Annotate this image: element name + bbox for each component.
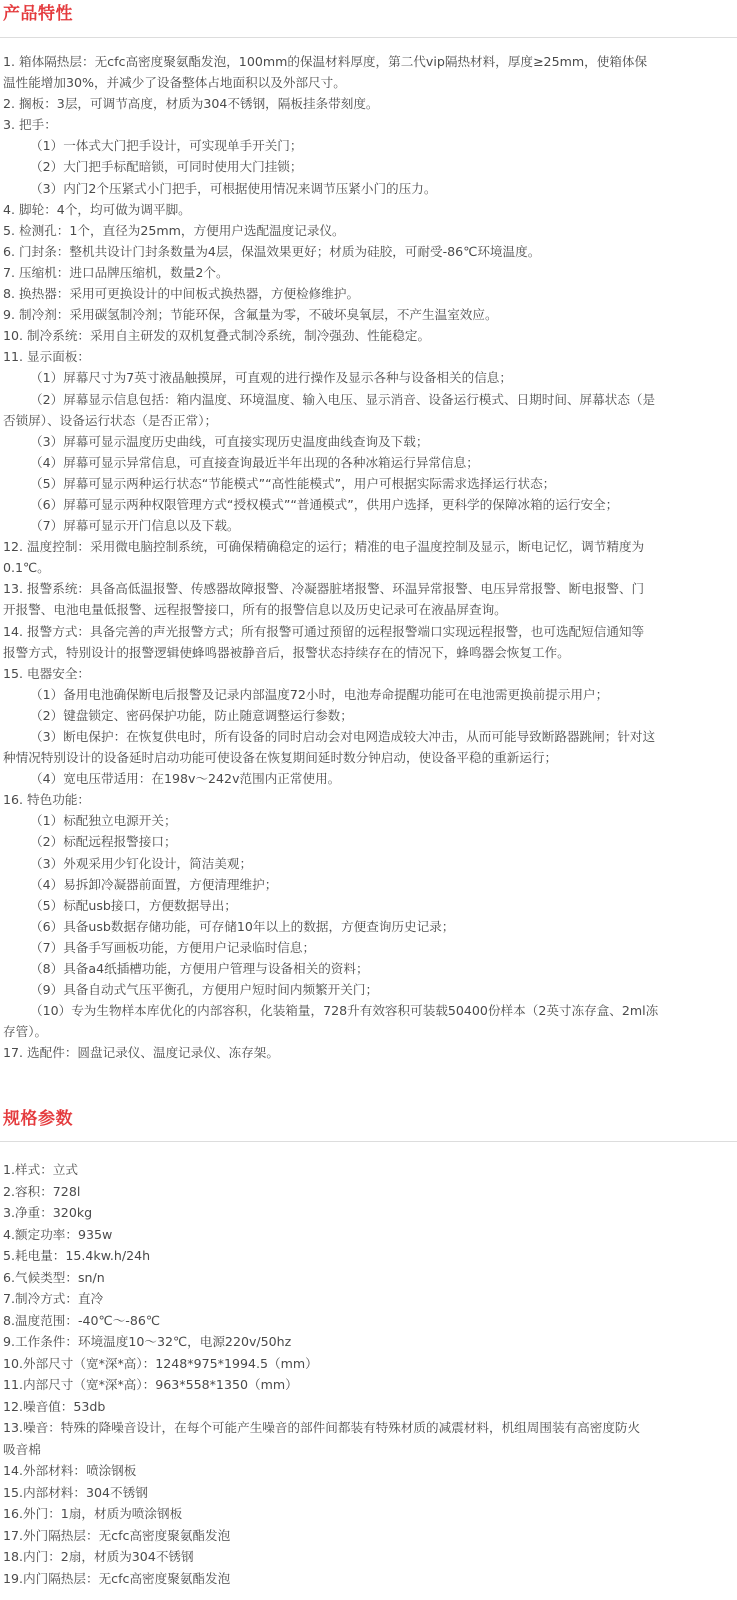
feature-line: （3）内门2个压紧式小门把手，可根据使用情况来调节压紧小门的压力。 [30,180,437,196]
feature-line: （10）专为生物样本库优化的内部容积，化装箱量，728升有效容积可装载50400份样本（2英寸冻存盒、2ml冻 [30,1003,659,1019]
spec-line: 7.制冷方式：直冷 [3,1291,104,1306]
feature-line: （3）外观采用少钉化设计，简洁美观； [30,855,253,871]
feature-line: 存管）。 [3,1024,48,1040]
feature-line: （3）断电保护：在恢复供电时，所有设备的同时启动会对电网造成较大冲击，从而可能导致断路器跳闸；针对这 [30,729,656,744]
spec-line: 吸音棉 [3,1441,41,1457]
feature-line: 5. 检测孔：1个，直径为25mm，方便用户选配温度记录仪。 [3,222,345,238]
specs-list [3,1159,733,1589]
spec-line: 15.内部材料：304不锈钢 [3,1484,148,1500]
spec-line: 10.外部尺寸（宽*深*高）：1248*975*1994.5（mm） [3,1355,318,1371]
spec-line: 5.耗电量：15.4kw.h/24h [3,1248,151,1263]
spec-line: 11.内部尺寸（宽*深*高）：963*558*1350（mm） [3,1377,298,1392]
feature-line: （1）一体式大门把手设计，可实现单手开关门； [30,138,303,154]
feature-line: 否锁屏）、设备运行状态（是否正常）； [3,412,218,428]
spec-line: 13.噪音：特殊的降噪音设计，在每个可能产生噪音的部件间都装有特殊材质的减震材料，机组周围装有高密度防火 [3,1420,641,1435]
feature-line: （2）键盘锁定、密码保护功能，防止随意调整运行参数； [30,707,353,723]
spec-line: 3.净重：320kg [3,1205,93,1220]
feature-line: 11. 显示面板： [3,349,91,365]
feature-line: 报警方式，特别设计的报警逻辑使蜂鸣器被静音后，报警状态持续存在的情况下，蜂鸣器会恢复工作。 [3,644,570,660]
feature-line: 种情况特别设计的设备延时启动功能可使设备在恢复期间延时数分钟启动，使设备平稳的重新运行； [3,750,558,766]
spec-line: 14.外部材料：喷涂钢板 [3,1463,137,1478]
spec-line: 4.额定功率：935w [3,1226,113,1242]
feature-line: 12. 温度控制：采用微电脑控制系统，可确保精确稳定的运行；精准的电子温度控制及显示，断电记忆，调节精度为 [3,539,645,555]
spec-line: 8.温度范围：-40℃～-86℃ [3,1312,161,1328]
feature-line: 15. 电器安全： [3,665,91,681]
feature-line: （7）屏幕可显示开门信息以及下载。 [30,518,240,534]
feature-line: （3）屏幕可显示温度历史曲线，可直接实现历史温度曲线查询及下载； [30,433,429,449]
feature-line: 3. 把手： [3,117,57,133]
feature-line: （2）标配远程报警接口； [30,834,177,850]
feature-line: 9. 制冷剂：采用碳氢制冷剂；节能环保，含氟量为零，不破坏臭氧层，不产生温室效应。 [3,307,498,323]
feature-line: （1）标配独立电源开关； [30,813,177,829]
feature-line: （9）具备自动式气压平衡孔，方便用户短时间内频繁开关门； [30,982,379,998]
spec-line: 16.外门：1扇，材质为喷涂钢板 [3,1506,183,1521]
feature-line: 1. 箱体隔热层：无cfc高密度聚氨酯发泡，100mm的保温材料厚度，第二代vip隔热材料，厚度≥25mm，使箱体保 [3,54,648,69]
feature-line: （7）具备手写画板功能，方便用户记录临时信息； [30,939,316,955]
features-section-header [0,2,737,38]
feature-line: 2. 搁板：3层，可调节高度，材质为304不锈钢，隔板挂条带刻度。 [3,96,379,112]
features-heading: 产品特性 [3,4,73,24]
spec-line: 1.样式：立式 [3,1162,78,1177]
feature-line: 16. 特色功能： [3,792,91,808]
feature-line: （1）备用电池确保断电后报警及记录内部温度72小时，电池寿命提醒功能可在电池需更换前提示用户； [30,686,609,702]
feature-line: （2）大门把手标配暗锁，可同时使用大门挂锁； [30,159,303,175]
feature-line: 13. 报警系统：具备高低温报警、传感器故障报警、冷凝器脏堵报警、环温异常报警、电压异常报警、断电报警、门 [3,581,645,597]
spec-line: 9.工作条件：环境温度10～32℃，电源220v/50hz [3,1334,292,1349]
feature-line: 0.1℃。 [3,560,50,576]
feature-line: （5）屏幕可显示两种运行状态“节能模式”“高性能模式”，用户可根据实际需求选择运行状态； [30,475,556,491]
feature-line: （8）具备a4纸插槽功能，方便用户管理与设备相关的资料； [30,961,369,977]
feature-line: 6. 门封条：整机共设计门封条数量为4层，保温效果更好；材质为硅胶，可耐受-86℃环境温度。 [3,243,541,259]
feature-line: 开报警、电池电量低报警、远程报警接口，所有的报警信息以及历史记录可在液晶屏查询。 [3,602,507,618]
feature-line: 17. 选配件：圆盘记录仪、温度记录仪、冻存架。 [3,1045,279,1061]
spec-line: 18.内门：2扇，材质为304不锈钢 [3,1549,194,1564]
feature-line: （4）宽电压带适用：在198v～242v范围内正常使用。 [30,771,341,787]
features-list [3,51,733,1064]
feature-line: 温性能增加30%，并减少了设备整体占地面积以及外部尺寸。 [3,75,346,91]
feature-line: 7. 压缩机：进口品牌压缩机，数量2个。 [3,264,229,280]
spec-line: 2.容积：728l [3,1183,81,1199]
feature-line: （4）屏幕可显示异常信息，可直接查询最近半年出现的各种冰箱运行异常信息； [30,454,479,470]
feature-line: 8. 换热器：采用可更换设计的中间板式换热器，方便检修维护。 [3,286,360,302]
feature-line: （5）标配usb接口，方便数据导出； [30,897,237,913]
feature-line: 10. 制冷系统：采用自主研发的双机复叠式制冷系统，制冷强劲、性能稳定。 [3,328,431,344]
feature-line: （4）易拆卸冷凝器前面置，方便清理维护； [30,876,278,892]
feature-line: （6）具备usb数据存储功能，可存储10年以上的数据，方便查询历史记录； [30,918,455,934]
specs-heading: 规格参数 [3,1109,73,1129]
specs-section-header [0,1107,737,1142]
feature-line: （2）屏幕显示信息包括：箱内温度、环境温度、输入电压、显示消音、设备运行模式、日期时间、屏幕状态（是 [30,391,656,407]
feature-line: 4. 脚轮：4个，均可做为调平脚。 [3,201,191,217]
spec-line: 6.气候类型：sn/n [3,1269,105,1285]
spec-line: 19.内门隔热层：无cfc高密度聚氨酯发泡 [3,1570,231,1586]
spec-line: 12.噪音值：53db [3,1398,106,1414]
feature-line: （1）屏幕尺寸为7英寸液晶触摸屏，可直观的进行操作及显示各种与设备相关的信息； [30,370,512,386]
spec-line: 17.外门隔热层：无cfc高密度聚氨酯发泡 [3,1527,231,1543]
feature-line: （6）屏幕可显示两种权限管理方式“授权模式”“普通模式”，供用户选择，更科学的保障冰箱的运行安全； [30,496,619,512]
feature-line: 14. 报警方式：具备完善的声光报警方式；所有报警可通过预留的远程报警端口实现远程报警，也可选配短信通知等 [3,623,645,639]
